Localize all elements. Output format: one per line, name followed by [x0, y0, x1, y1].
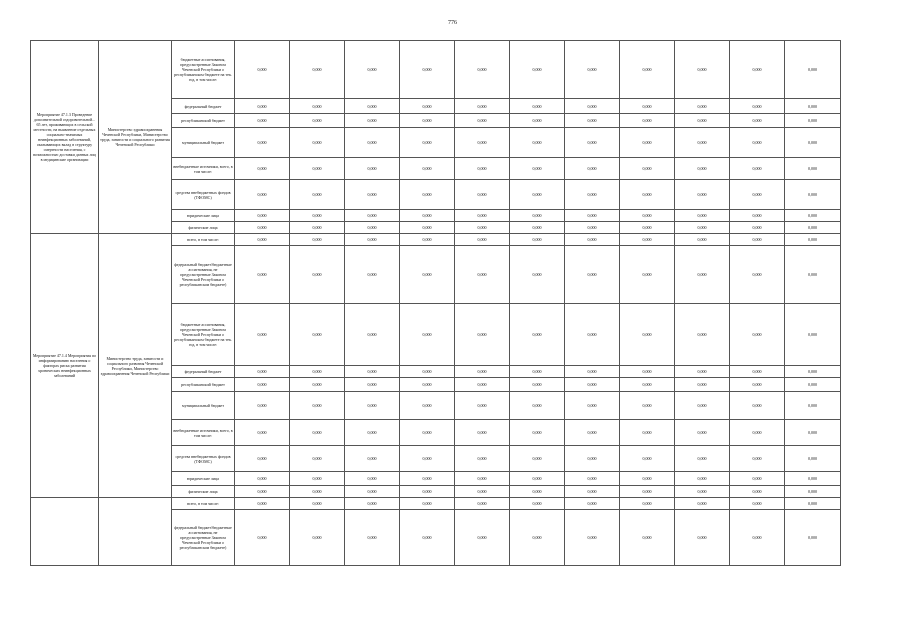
amount-cell: 0,000	[620, 180, 675, 210]
amount-cell: 0,000	[730, 114, 785, 128]
amount-cell: 0,000	[400, 114, 455, 128]
amount-cell: 0,000	[400, 210, 455, 222]
amount-cell: 0,000	[510, 510, 565, 566]
amount-cell: 0,000	[730, 180, 785, 210]
amount-cell: 0,000	[675, 234, 730, 246]
measure-name-cell	[31, 498, 99, 566]
funding-source-cell: внебюджетные источники, всего, в том числе:	[172, 420, 235, 446]
amount-cell: 0,000	[290, 234, 345, 246]
amount-cell: 0,000	[455, 210, 510, 222]
amount-cell: 0,000	[235, 246, 290, 304]
amount-cell: 0,000	[510, 158, 565, 180]
amount-cell: 0,000	[455, 486, 510, 498]
amount-cell: 0,000	[290, 222, 345, 234]
amount-cell: 0,000	[675, 222, 730, 234]
amount-cell: 0,000	[620, 246, 675, 304]
amount-cell: 0,000	[455, 420, 510, 446]
funding-source-cell: средства внебюджетных фондов (ТФОМС)	[172, 180, 235, 210]
amount-cell: 0,000	[620, 392, 675, 420]
amount-cell: 0,000	[345, 472, 400, 486]
amount-cell: 0,000	[730, 210, 785, 222]
amount-cell: 0,000	[345, 222, 400, 234]
amount-cell: 0,000	[785, 222, 841, 234]
amount-cell: 0,000	[620, 420, 675, 446]
amount-cell: 0,000	[730, 446, 785, 472]
amount-cell: 0,000	[565, 498, 620, 510]
amount-cell: 0,000	[620, 498, 675, 510]
amount-cell: 0,000	[675, 420, 730, 446]
amount-cell: 0,000	[675, 180, 730, 210]
responsible-executor-cell: Министерство труда, занятости и социального развития Чеченской Республики, Министерство здравоохранения Чеченской Республики	[99, 234, 172, 498]
amount-cell: 0,000	[400, 510, 455, 566]
amount-cell: 0,000	[730, 246, 785, 304]
amount-cell: 0,000	[620, 304, 675, 366]
amount-cell: 0,000	[730, 222, 785, 234]
amount-cell: 0,000	[785, 472, 841, 486]
funding-source-cell: федеральный бюджет/бюджетные ассигнования, не предусмотренные Законом Чеченской Республики о республиканском бюджете)	[172, 510, 235, 566]
amount-cell: 0,000	[235, 498, 290, 510]
amount-cell: 0,000	[455, 378, 510, 392]
amount-cell: 0,000	[565, 180, 620, 210]
amount-cell: 0,000	[675, 472, 730, 486]
amount-cell: 0,000	[730, 392, 785, 420]
amount-cell: 0,000	[235, 99, 290, 114]
funding-source-cell: федеральный бюджет	[172, 366, 235, 378]
amount-cell: 0,000	[785, 420, 841, 446]
amount-cell: 0,000	[290, 128, 345, 158]
amount-cell: 0,000	[290, 446, 345, 472]
amount-cell: 0,000	[235, 128, 290, 158]
amount-cell: 0,000	[345, 114, 400, 128]
amount-cell: 0,000	[510, 41, 565, 99]
amount-cell: 0,000	[235, 41, 290, 99]
amount-cell: 0,000	[675, 99, 730, 114]
amount-cell: 0,000	[675, 392, 730, 420]
amount-cell: 0,000	[235, 210, 290, 222]
amount-cell: 0,000	[565, 41, 620, 99]
funding-source-cell: федеральный бюджет/бюджетные ассигнования, не предусмотренные Законом Чеченской Республики о республиканском бюджете)	[172, 246, 235, 304]
amount-cell: 0,000	[290, 366, 345, 378]
amount-cell: 0,000	[620, 366, 675, 378]
amount-cell: 0,000	[235, 378, 290, 392]
amount-cell: 0,000	[235, 446, 290, 472]
amount-cell: 0,000	[730, 366, 785, 378]
amount-cell: 0,000	[400, 446, 455, 472]
amount-cell: 0,000	[785, 158, 841, 180]
amount-cell: 0,000	[675, 210, 730, 222]
amount-cell: 0,000	[675, 486, 730, 498]
amount-cell: 0,000	[565, 158, 620, 180]
amount-cell: 0,000	[730, 498, 785, 510]
amount-cell: 0,000	[345, 498, 400, 510]
amount-cell: 0,000	[785, 246, 841, 304]
amount-cell: 0,000	[675, 510, 730, 566]
amount-cell: 0,000	[345, 234, 400, 246]
amount-cell: 0,000	[290, 392, 345, 420]
amount-cell: 0,000	[675, 378, 730, 392]
amount-cell: 0,000	[455, 246, 510, 304]
amount-cell: 0,000	[730, 420, 785, 446]
amount-cell: 0,000	[785, 234, 841, 246]
funding-source-cell: республиканский бюджет	[172, 378, 235, 392]
funding-source-cell: физические лица	[172, 222, 235, 234]
amount-cell: 0,000	[455, 366, 510, 378]
amount-cell: 0,000	[510, 420, 565, 446]
amount-cell: 0,000	[620, 210, 675, 222]
amount-cell: 0,000	[510, 366, 565, 378]
amount-cell: 0,000	[620, 234, 675, 246]
amount-cell: 0,000	[235, 510, 290, 566]
amount-cell: 0,000	[290, 210, 345, 222]
amount-cell: 0,000	[620, 222, 675, 234]
amount-cell: 0,000	[235, 366, 290, 378]
funding-source-cell: юридические лица	[172, 472, 235, 486]
amount-cell: 0,000	[290, 114, 345, 128]
amount-cell: 0,000	[345, 180, 400, 210]
amount-cell: 0,000	[620, 378, 675, 392]
amount-cell: 0,000	[455, 234, 510, 246]
amount-cell: 0,000	[345, 378, 400, 392]
amount-cell: 0,000	[510, 472, 565, 486]
amount-cell: 0,000	[510, 222, 565, 234]
amount-cell: 0,000	[730, 128, 785, 158]
amount-cell: 0,000	[235, 158, 290, 180]
amount-cell: 0,000	[565, 366, 620, 378]
amount-cell: 0,000	[510, 304, 565, 366]
amount-cell: 0,000	[290, 158, 345, 180]
amount-cell: 0,000	[730, 510, 785, 566]
table-row	[31, 498, 841, 510]
amount-cell: 0,000	[675, 366, 730, 378]
amount-cell: 0,000	[235, 114, 290, 128]
amount-cell: 0,000	[345, 41, 400, 99]
amount-cell: 0,000	[455, 180, 510, 210]
amount-cell: 0,000	[400, 180, 455, 210]
amount-cell: 0,000	[565, 420, 620, 446]
amount-cell: 0,000	[785, 392, 841, 420]
amount-cell: 0,000	[290, 472, 345, 486]
budget-table	[30, 40, 841, 566]
amount-cell: 0,000	[785, 304, 841, 366]
amount-cell: 0,000	[785, 366, 841, 378]
amount-cell: 0,000	[455, 498, 510, 510]
funding-source-cell: муниципальный бюджет	[172, 392, 235, 420]
amount-cell: 0,000	[510, 246, 565, 304]
amount-cell: 0,000	[345, 210, 400, 222]
funding-source-cell: юридические лица	[172, 210, 235, 222]
amount-cell: 0,000	[345, 446, 400, 472]
amount-cell: 0,000	[290, 41, 345, 99]
amount-cell: 0,000	[510, 486, 565, 498]
amount-cell: 0,000	[400, 99, 455, 114]
amount-cell: 0,000	[620, 510, 675, 566]
funding-source-cell: бюджетные ассигнования, предусмотренные Законом Чеченской Республики о республиканском бюджете на тек. год, в том числе:	[172, 304, 235, 366]
amount-cell: 0,000	[455, 472, 510, 486]
amount-cell: 0,000	[235, 472, 290, 486]
amount-cell: 0,000	[565, 210, 620, 222]
amount-cell: 0,000	[235, 234, 290, 246]
amount-cell: 0,000	[235, 222, 290, 234]
measure-name-cell: Мероприятие 47.1.3 Проведение дополнительной оздоровительной... 65 лет, проживающих в сельской местности, на выявление отдельных социально-значимых неинфекционных заболеваний, оказывающих вклад в структуру смертности населения, с возможностью доставки данных лиц в медицинские организации	[31, 41, 99, 234]
amount-cell: 0,000	[730, 41, 785, 99]
amount-cell: 0,000	[730, 304, 785, 366]
funding-source-cell: бюджетные ассигнования, предусмотренные Законом Чеченской Республики о республиканском бюджете на тек. год, в том числе:	[172, 41, 235, 99]
amount-cell: 0,000	[455, 446, 510, 472]
amount-cell: 0,000	[620, 446, 675, 472]
amount-cell: 0,000	[510, 446, 565, 472]
amount-cell: 0,000	[345, 420, 400, 446]
funding-source-cell: республиканский бюджет	[172, 114, 235, 128]
amount-cell: 0,000	[565, 510, 620, 566]
amount-cell: 0,000	[785, 498, 841, 510]
amount-cell: 0,000	[290, 486, 345, 498]
page-number: 776	[448, 20, 457, 26]
amount-cell: 0,000	[455, 222, 510, 234]
amount-cell: 0,000	[785, 510, 841, 566]
amount-cell: 0,000	[290, 99, 345, 114]
amount-cell: 0,000	[620, 128, 675, 158]
amount-cell: 0,000	[565, 234, 620, 246]
amount-cell: 0,000	[290, 498, 345, 510]
amount-cell: 0,000	[400, 41, 455, 99]
amount-cell: 0,000	[730, 378, 785, 392]
amount-cell: 0,000	[235, 392, 290, 420]
amount-cell: 0,000	[400, 498, 455, 510]
amount-cell: 0,000	[400, 304, 455, 366]
amount-cell: 0,000	[400, 472, 455, 486]
amount-cell: 0,000	[345, 128, 400, 158]
amount-cell: 0,000	[785, 486, 841, 498]
amount-cell: 0,000	[565, 128, 620, 158]
measure-name-cell: Мероприятие 47.1.4 Мероприятия по информированию населения о факторах риска развития хронических неинфекционных заболеваний	[31, 234, 99, 498]
amount-cell: 0,000	[620, 158, 675, 180]
funding-source-cell: физические лица	[172, 486, 235, 498]
responsible-executor-cell	[99, 498, 172, 566]
amount-cell: 0,000	[620, 114, 675, 128]
amount-cell: 0,000	[345, 392, 400, 420]
amount-cell: 0,000	[510, 378, 565, 392]
amount-cell: 0,000	[565, 99, 620, 114]
amount-cell: 0,000	[345, 246, 400, 304]
amount-cell: 0,000	[785, 128, 841, 158]
amount-cell: 0,000	[510, 234, 565, 246]
table-row	[31, 234, 841, 246]
amount-cell: 0,000	[510, 128, 565, 158]
amount-cell: 0,000	[290, 246, 345, 304]
amount-cell: 0,000	[345, 510, 400, 566]
amount-cell: 0,000	[400, 128, 455, 158]
amount-cell: 0,000	[510, 99, 565, 114]
amount-cell: 0,000	[510, 392, 565, 420]
amount-cell: 0,000	[785, 41, 841, 99]
amount-cell: 0,000	[510, 210, 565, 222]
amount-cell: 0,000	[400, 158, 455, 180]
amount-cell: 0,000	[290, 180, 345, 210]
amount-cell: 0,000	[455, 41, 510, 99]
table-row	[31, 41, 841, 99]
amount-cell: 0,000	[565, 446, 620, 472]
amount-cell: 0,000	[675, 246, 730, 304]
funding-source-cell: внебюджетные источники, всего, в том числе:	[172, 158, 235, 180]
amount-cell: 0,000	[675, 446, 730, 472]
amount-cell: 0,000	[400, 234, 455, 246]
responsible-executor-cell: Министерство здравоохранения Чеченской Республики, Министерство труда, занятости и социального развития Чеченской Республики	[99, 41, 172, 234]
amount-cell: 0,000	[620, 41, 675, 99]
amount-cell: 0,000	[290, 510, 345, 566]
amount-cell: 0,000	[455, 304, 510, 366]
amount-cell: 0,000	[400, 420, 455, 446]
funding-source-cell: всего, в том числе:	[172, 498, 235, 510]
funding-source-cell: всего, в том числе:	[172, 234, 235, 246]
amount-cell: 0,000	[730, 486, 785, 498]
amount-cell: 0,000	[675, 41, 730, 99]
amount-cell: 0,000	[675, 158, 730, 180]
amount-cell: 0,000	[785, 180, 841, 210]
amount-cell: 0,000	[565, 246, 620, 304]
amount-cell: 0,000	[785, 378, 841, 392]
amount-cell: 0,000	[400, 366, 455, 378]
amount-cell: 0,000	[345, 304, 400, 366]
amount-cell: 0,000	[290, 420, 345, 446]
amount-cell: 0,000	[785, 99, 841, 114]
funding-source-cell: средства внебюджетных фондов (ТФОМС)	[172, 446, 235, 472]
amount-cell: 0,000	[400, 392, 455, 420]
amount-cell: 0,000	[675, 304, 730, 366]
amount-cell: 0,000	[235, 420, 290, 446]
amount-cell: 0,000	[675, 128, 730, 158]
amount-cell: 0,000	[455, 99, 510, 114]
amount-cell: 0,000	[290, 378, 345, 392]
amount-cell: 0,000	[675, 114, 730, 128]
amount-cell: 0,000	[235, 180, 290, 210]
amount-cell: 0,000	[345, 486, 400, 498]
amount-cell: 0,000	[620, 99, 675, 114]
amount-cell: 0,000	[620, 486, 675, 498]
amount-cell: 0,000	[730, 472, 785, 486]
amount-cell: 0,000	[565, 486, 620, 498]
amount-cell: 0,000	[400, 246, 455, 304]
amount-cell: 0,000	[345, 99, 400, 114]
amount-cell: 0,000	[785, 210, 841, 222]
funding-source-cell: муниципальный бюджет	[172, 128, 235, 158]
amount-cell: 0,000	[455, 510, 510, 566]
funding-source-cell: федеральный бюджет	[172, 99, 235, 114]
amount-cell: 0,000	[345, 366, 400, 378]
amount-cell: 0,000	[785, 446, 841, 472]
amount-cell: 0,000	[620, 472, 675, 486]
amount-cell: 0,000	[565, 472, 620, 486]
amount-cell: 0,000	[455, 158, 510, 180]
amount-cell: 0,000	[565, 392, 620, 420]
amount-cell: 0,000	[510, 114, 565, 128]
amount-cell: 0,000	[785, 114, 841, 128]
amount-cell: 0,000	[730, 234, 785, 246]
amount-cell: 0,000	[565, 378, 620, 392]
amount-cell: 0,000	[235, 486, 290, 498]
amount-cell: 0,000	[510, 498, 565, 510]
amount-cell: 0,000	[290, 304, 345, 366]
amount-cell: 0,000	[565, 222, 620, 234]
amount-cell: 0,000	[235, 304, 290, 366]
amount-cell: 0,000	[510, 180, 565, 210]
amount-cell: 0,000	[400, 486, 455, 498]
amount-cell: 0,000	[675, 498, 730, 510]
amount-cell: 0,000	[345, 158, 400, 180]
amount-cell: 0,000	[730, 99, 785, 114]
amount-cell: 0,000	[565, 114, 620, 128]
amount-cell: 0,000	[565, 304, 620, 366]
amount-cell: 0,000	[730, 158, 785, 180]
amount-cell: 0,000	[400, 222, 455, 234]
amount-cell: 0,000	[455, 392, 510, 420]
amount-cell: 0,000	[400, 378, 455, 392]
amount-cell: 0,000	[455, 128, 510, 158]
amount-cell: 0,000	[455, 114, 510, 128]
